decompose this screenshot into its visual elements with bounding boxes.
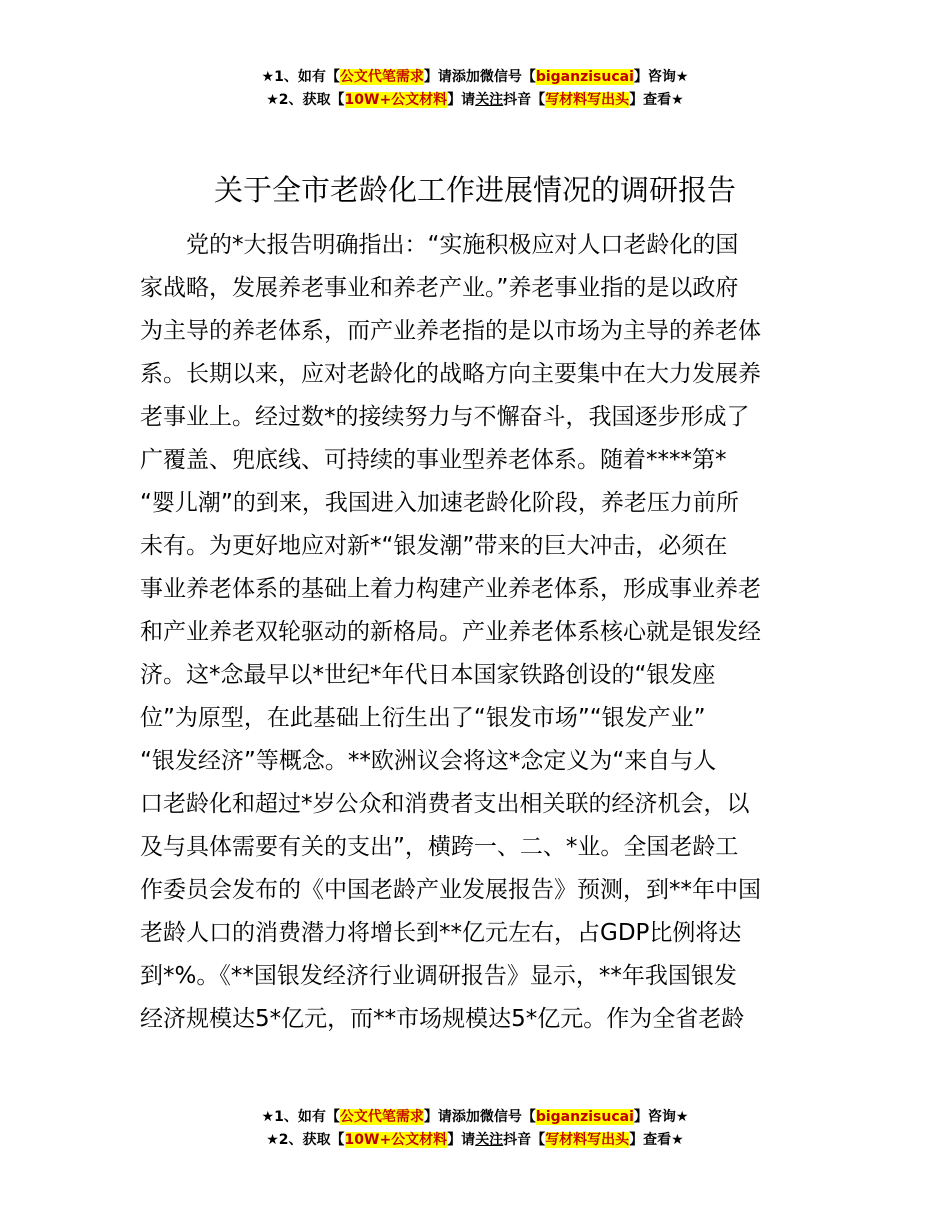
promo-highlight: 10W+公文材料 <box>344 92 448 108</box>
promo-text: ★2、获取【 <box>266 1132 345 1148</box>
body-line: 事业养老体系的基础上着力构建产业养老体系，形成事业养老 <box>140 576 761 602</box>
promo-text: ★1、如有【 <box>261 1109 340 1125</box>
promo-text: 】请 <box>447 1132 476 1148</box>
body-line: “银发经济”等概念。**欧洲议会将这*念定义为“来自与人 <box>140 748 717 774</box>
promo-text: 】查看★ <box>629 1132 684 1148</box>
body-line: 及与具体需要有关的支出”，横跨一、二、*业。全国老龄工 <box>140 834 739 860</box>
wechat-id-highlight: biganzisucai <box>535 1109 634 1125</box>
promo-text: 】请 <box>447 92 476 108</box>
promo-text: ★2、获取【 <box>266 92 345 108</box>
promo-text: 】查看★ <box>629 92 684 108</box>
promo-text: 抖音【 <box>503 1132 546 1148</box>
promo-text: 】请添加微信号【 <box>423 69 536 85</box>
promo-text: 抖音【 <box>503 92 546 108</box>
body-line: 经济规模达5*亿元，而**市场规模达5*亿元。作为全省老龄 <box>140 1006 745 1032</box>
follow-underlined: 关注 <box>475 1132 504 1148</box>
promo-text: 】请添加微信号【 <box>423 1109 536 1125</box>
body-line: 位”为原型，在此基础上衍生出了“银发市场”“银发产业” <box>140 705 706 731</box>
body-line: 口老龄化和超过*岁公众和消费者支出相关联的经济机会，以 <box>140 791 750 817</box>
promo-highlight: 公文代笔需求 <box>339 1109 424 1125</box>
promo-text: 】咨询★ <box>633 1109 689 1125</box>
body-line: 作委员会发布的《中国老龄产业发展报告》预测，到**年中国 <box>140 877 761 903</box>
douyin-id-highlight: 写材料写出头 <box>545 1132 630 1148</box>
promo-text: ★1、如有【 <box>261 69 340 85</box>
body-line: 家战略，发展养老事业和养老产业。”养老事业指的是以政府 <box>140 275 739 301</box>
promo-line-2 <box>0 1129 950 1152</box>
body-line: 系。长期以来，应对老龄化的战略方向主要集中在大力发展养 <box>140 361 761 387</box>
body-line: 和产业养老双轮驱动的新格局。产业养老体系核心就是银发经 <box>140 619 761 645</box>
document-title: 关于全市老龄化工作进展情况的调研报告 <box>213 173 736 207</box>
document-body <box>140 224 812 1041</box>
promo-highlight: 公文代笔需求 <box>339 69 424 85</box>
follow-underlined: 关注 <box>475 92 504 108</box>
douyin-id-highlight: 写材料写出头 <box>545 92 630 108</box>
body-line: 广覆盖、兜底线、可持续的事业型养老体系。随着****第* <box>140 447 727 473</box>
body-line: 党的*大报告明确指出：“实施积极应对人口老龄化的国 <box>186 232 739 258</box>
body-line: 为主导的养老体系，而产业养老指的是以市场为主导的养老体 <box>140 318 761 344</box>
wechat-id-highlight: biganzisucai <box>535 69 634 85</box>
body-line: 老事业上。经过数*的接续努力与不懈奋斗，我国逐步形成了 <box>140 404 750 430</box>
body-line: “婴儿潮”的到来，我国进入加速老龄化阶段，养老压力前所 <box>140 490 739 516</box>
header-promo-banner <box>0 66 950 112</box>
promo-highlight: 10W+公文材料 <box>344 1132 448 1148</box>
body-line: 老龄人口的消费潜力将增长到**亿元左右，占GDP比例将达 <box>140 920 742 946</box>
body-line: 到*%。《**国银发经济行业调研报告》显示，**年我国银发 <box>140 963 737 989</box>
promo-line-1 <box>0 66 950 89</box>
footer-promo-banner <box>0 1106 950 1152</box>
body-line: 未有。为更好地应对新*“银发潮”带来的巨大冲击，必须在 <box>140 533 728 559</box>
promo-line-2 <box>0 89 950 112</box>
promo-line-1 <box>0 1106 950 1129</box>
promo-text: 】咨询★ <box>633 69 689 85</box>
body-line: 济。这*念最早以*世纪*年代日本国家铁路创设的“银发座 <box>140 662 716 688</box>
